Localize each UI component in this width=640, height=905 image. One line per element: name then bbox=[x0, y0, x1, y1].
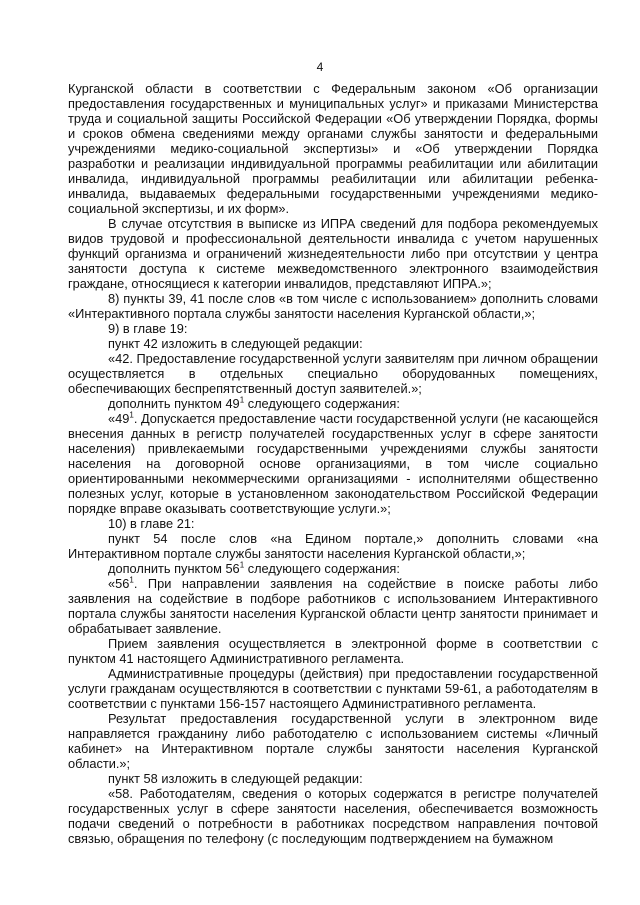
paragraph-11-text: дополнить пунктом 56 bbox=[108, 561, 240, 576]
paragraph-8-text: «49 bbox=[108, 411, 130, 426]
document-body bbox=[68, 81, 598, 846]
paragraph-11 bbox=[68, 561, 598, 576]
paragraph-5: пункт 42 изложить в следующей редакции: bbox=[108, 336, 363, 351]
paragraph-7 bbox=[68, 396, 598, 411]
paragraph-2: В случае отсутствия в выписке из ИПРА сведений для подбора рекомендуемых видов трудовой и профессиональной деятельности инвалида с учетом нарушенных функций организма и ограничений жизнедеятельности либо при отсутствии у центра занятости доступа к системе межведомственного электронного взаимодействия граждане, относящиеся к категории инвалидов, представляют ИПРА.»; bbox=[68, 216, 598, 291]
paragraph-9: 10) в главе 21: bbox=[108, 516, 195, 531]
page-number: 4 bbox=[316, 60, 324, 74]
paragraph-12-text-end: . При направлении заявления на содействие в поиске работы либо заявления на содействие в подборе работников с использованием Интерактивного портала службы занятости населения Курганской области центр занятости принимает и обрабатывает заявление. bbox=[68, 576, 598, 636]
paragraph-7-text: дополнить пунктом 49 bbox=[108, 396, 240, 411]
paragraph-12-text: «56 bbox=[108, 576, 130, 591]
paragraph-14: Административные процедуры (действия) при предоставлении государственной услуги гражданам осуществляются в соответствии с пунктами 59-61, а работодателям в соответствии с пунктами 156-157 настоящего Административного регламента. bbox=[68, 666, 598, 711]
paragraph-6: «42. Предоставление государственной услуги заявителям при личном обращении осуществляется в отдельных специально оборудованных помещениях, обеспечивающих беспрепятственный доступ заявителей.»; bbox=[68, 351, 598, 396]
superscript: 1 bbox=[129, 410, 134, 420]
paragraph-3: 8) пункты 39, 41 после слов «в том числе с использованием» дополнить словами «Интерактивного портала службы занятости населения Курганской области,»; bbox=[68, 291, 598, 321]
superscript: 1 bbox=[239, 395, 245, 405]
paragraph-17: «58. Работодателям, сведения о которых содержатся в регистре получателей государственных услуг в сфере занятости населения, обеспечивается возможность подачи сведений о потребности в работниках посредством направления почтовой связью, обращения по телефону (с последующим подтверждением на бумажном bbox=[68, 786, 598, 846]
superscript: 1 bbox=[129, 575, 134, 585]
paragraph-12 bbox=[68, 576, 598, 636]
paragraph-13: Прием заявления осуществляется в электронной форме в соответствии с пунктом 41 настоящего Административного регламента. bbox=[68, 636, 598, 666]
paragraph-4: 9) в главе 19: bbox=[108, 321, 188, 336]
superscript: 1 bbox=[239, 560, 245, 570]
paragraph-15: Результат предоставления государственной услуги в электронном виде направляется гражданину либо работодателю с использованием системы «Личный кабинет» на Интерактивном портале службы занятости населения Курганской области.»; bbox=[68, 711, 598, 771]
paragraph-10: пункт 54 после слов «на Едином портале,» дополнить словами «на Интерактивном портале службы занятости населения Курганской области,»; bbox=[68, 531, 598, 561]
paragraph-8 bbox=[68, 411, 598, 516]
paragraph-11-text-end: следующего содержания: bbox=[244, 561, 400, 576]
paragraph-16: пункт 58 изложить в следующей редакции: bbox=[108, 771, 363, 786]
paragraph-7-text-end: следующего содержания: bbox=[244, 396, 400, 411]
paragraph-1: Курганской области в соответствии с Федеральным законом «Об организации предоставления государственных и муниципальных услуг» и приказами Министерства труда и социальной защиты Российской Федерации «Об утверждении Порядка, формы и сроков обмена сведениями между органами службы занятости и федеральными учреждениями медико-социальной экспертизы» и «Об утверждении Порядка разработки и реализации индивидуальной программы реабилитации или абилитации инвалида, индивидуальной программы реабилитации или абилитации ребенка-инвалида, выдаваемых федеральными государственными учреждениями медико-социальной экспертизы, и их форм». bbox=[68, 81, 598, 216]
paragraph-8-text-end: . Допускается предоставление части государственной услуги (не касающейся внесения данных в регистр получателей государственных услуг в сфере занятости населения) привлекаемыми государственными учреждениями службы занятости населения на договорной основе организациями, в том числе социально ориентированными некоммерческими организациями - исполнителями общественно полезных услуг, которые в установленном законодательством Российской Федерации порядке вправе оказывать соответствующие услуги.»; bbox=[68, 411, 598, 516]
